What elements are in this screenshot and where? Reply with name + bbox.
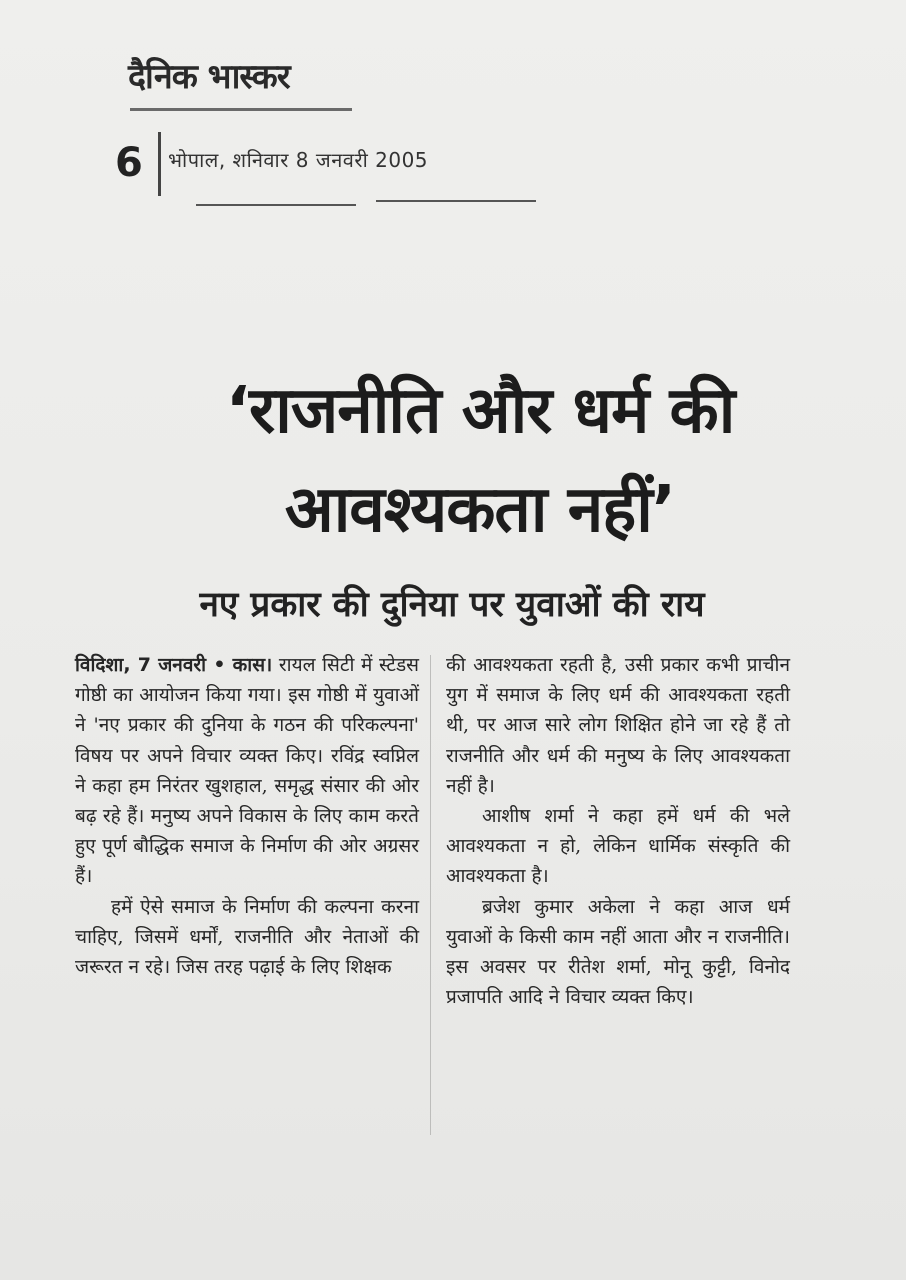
paragraph: ब्रजेश कुमार अकेला ने कहा आज धर्म युवाओं के किसी काम नहीं आता और न राजनीति। इस अवसर पर रीतेश शर्मा, मोनू कुट्टी, विनोद प्रजापति आदि ने विचार व्यक्त किए। (446, 895, 790, 1009)
dateline-rule-right (376, 200, 536, 202)
page-separator (158, 132, 161, 196)
paragraph: की आवश्यकता रहती है, उसी प्रकार कभी प्राचीन युग में समाज के लिए धर्म की आवश्यकता रहती थी, पर आज सारे लोग शिक्षित होने जा रहे हैं तो राजनीति और धर्म की मनुष्य के लिए आवश्यकता नहीं है। (446, 654, 790, 797)
paragraph-text: रायल सिटी में स्टेडस गोष्ठी का आयोजन किया गया। इस गोष्ठी में युवाओं ने 'नए प्रकार की दुनिया के गठन की परिकल्पना' विषय पर अपने विचार व्यक्त किए। रविंद्र स्वप्निल ने कहा हम निरंतर खुशहाल, समृद्ध संसार की ओर बढ़ रहे हैं। मनुष्य अपने विकास के लिए काम करते हुए पूर्ण बौद्धिक समाज के निर्माण की ओर अग्रसर हैं। (75, 654, 419, 888)
article-subheadline: नए प्रकार की दुनिया पर युवाओं की राय (199, 585, 705, 625)
edition-dateline: भोपाल, शनिवार 8 जनवरी 2005 (168, 148, 429, 172)
masthead-rule (130, 108, 352, 111)
dateline-rule-left (196, 204, 356, 206)
headline-line-1: ‘राजनीति और धर्म की (225, 374, 735, 448)
headline-line-2: आवश्यकता नहीं’ (284, 473, 676, 548)
newspaper-masthead: दैनिक भास्कर (128, 57, 290, 97)
paragraph (75, 650, 419, 892)
paragraph: हमें ऐसे समाज के निर्माण की कल्पना करना चाहिए, जिसमें धर्मों, राजनीति और नेताओं की जरूरत न रहे। जिस तरह पढ़ाई के लिए शिक्षक (75, 895, 419, 979)
article-headline (100, 362, 860, 560)
article-column-1 (75, 650, 419, 982)
paragraph: आशीष शर्मा ने कहा हमें धर्म की भले आवश्यकता न हो, लेकिन धार्मिक संस्कृति की आवश्यकता है। (446, 805, 790, 888)
column-divider (430, 655, 431, 1135)
page-number: 6 (115, 140, 143, 186)
article-dateline: विदिशा, 7 जनवरी • कास। (75, 654, 273, 676)
article-column-2 (446, 650, 790, 1012)
